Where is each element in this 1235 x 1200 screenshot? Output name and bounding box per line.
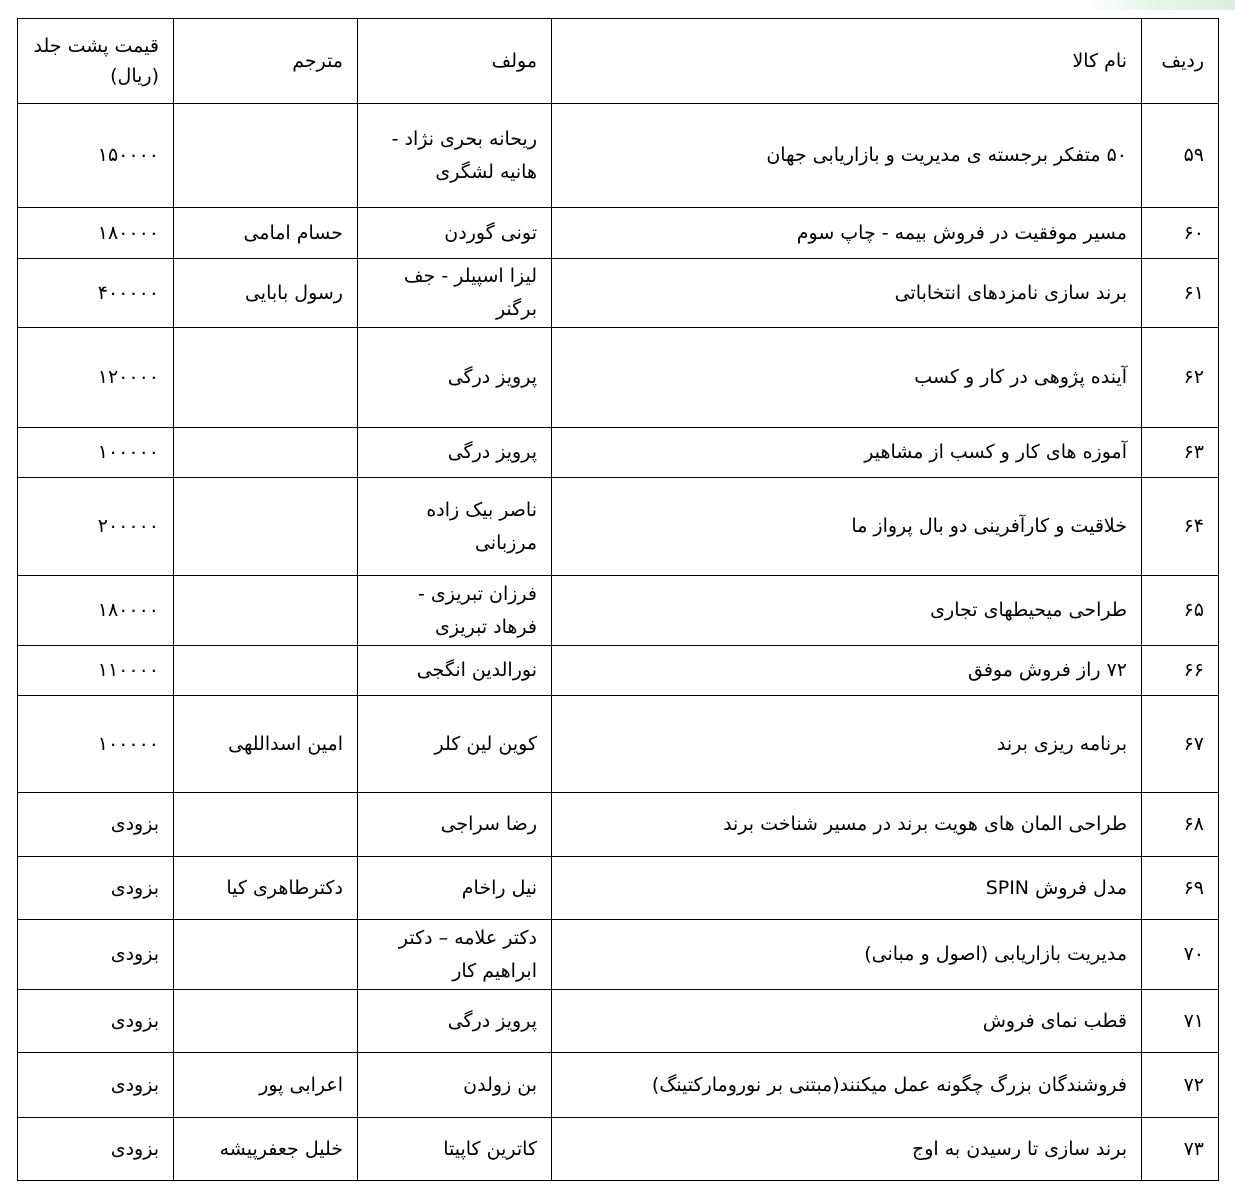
price-cell: بزودی xyxy=(18,1118,174,1181)
table-row xyxy=(18,208,1219,259)
table-row xyxy=(18,576,1219,646)
table-row xyxy=(18,646,1219,696)
author-cell: پرویز درگی xyxy=(358,328,552,428)
author-cell: پرویز درگی xyxy=(358,990,552,1053)
table-row xyxy=(18,478,1219,576)
author-cell: کوین لین کلر xyxy=(358,696,552,793)
author-cell: ریحانه بحری نژاد - هانیه لشگری xyxy=(358,104,552,208)
translator-cell: حسام امامی xyxy=(174,208,358,259)
product-name-cell: مدل فروش SPIN xyxy=(552,857,1142,920)
book-catalog-table xyxy=(17,18,1219,1181)
table-row xyxy=(18,428,1219,478)
author-cell: نورالدین انگجی xyxy=(358,646,552,696)
catalog-body xyxy=(18,104,1219,1181)
table-row xyxy=(18,104,1219,208)
translator-cell: امین اسداللهی xyxy=(174,696,358,793)
row-number-cell: ۷۲ xyxy=(1142,1053,1219,1118)
product-name-cell: ۵۰ متفکر برجسته ی مدیریت و بازاریابی جهان xyxy=(552,104,1142,208)
header-row xyxy=(18,19,1219,104)
row-number-cell: ۶۳ xyxy=(1142,428,1219,478)
author-cell: تونی گوردن xyxy=(358,208,552,259)
translator-cell xyxy=(174,990,358,1053)
row-number-cell: ۶۴ xyxy=(1142,478,1219,576)
price-cell: بزودی xyxy=(18,920,174,990)
price-cell: ۱۲۰۰۰۰ xyxy=(18,328,174,428)
product-name-cell: آموزه های کار و کسب از مشاهیر xyxy=(552,428,1142,478)
table-row xyxy=(18,1053,1219,1118)
product-name-cell: قطب نمای فروش xyxy=(552,990,1142,1053)
translator-cell xyxy=(174,104,358,208)
price-cell: ۱۰۰۰۰۰ xyxy=(18,428,174,478)
row-number-cell: ۶۶ xyxy=(1142,646,1219,696)
translator-cell: دکترطاهری کیا xyxy=(174,857,358,920)
header-row-number: ردیف xyxy=(1142,19,1219,104)
row-number-cell: ۷۱ xyxy=(1142,990,1219,1053)
product-name-cell: مدیریت بازاریابی (اصول و مبانی) xyxy=(552,920,1142,990)
price-cell: ۱۵۰۰۰۰ xyxy=(18,104,174,208)
price-cell: بزودی xyxy=(18,857,174,920)
price-cell: بزودی xyxy=(18,1053,174,1118)
translator-cell: رسول بابایی xyxy=(174,259,358,328)
product-name-cell: مسیر موفقیت در فروش بیمه - چاپ سوم xyxy=(552,208,1142,259)
row-number-cell: ۶۷ xyxy=(1142,696,1219,793)
translator-cell xyxy=(174,646,358,696)
price-cell: ۴۰۰۰۰۰ xyxy=(18,259,174,328)
row-number-cell: ۶۰ xyxy=(1142,208,1219,259)
translator-cell xyxy=(174,478,358,576)
table-row xyxy=(18,920,1219,990)
header-translator: مترجم xyxy=(174,19,358,104)
translator-cell xyxy=(174,793,358,857)
author-cell: دکتر علامه – دکتر ابراهیم کار xyxy=(358,920,552,990)
author-cell: پرویز درگی xyxy=(358,428,552,478)
row-number-cell: ۵۹ xyxy=(1142,104,1219,208)
row-number-cell: ۷۳ xyxy=(1142,1118,1219,1181)
translator-cell xyxy=(174,920,358,990)
table-row xyxy=(18,990,1219,1053)
row-number-cell: ۶۵ xyxy=(1142,576,1219,646)
corner-watermark xyxy=(1085,0,1235,10)
row-number-cell: ۶۹ xyxy=(1142,857,1219,920)
product-name-cell: خلاقیت و کارآفرینی دو بال پرواز ما xyxy=(552,478,1142,576)
price-cell: ۱۸۰۰۰۰ xyxy=(18,208,174,259)
table-row xyxy=(18,696,1219,793)
translator-cell: خلیل جعفرپیشه xyxy=(174,1118,358,1181)
translator-cell xyxy=(174,328,358,428)
table-row xyxy=(18,328,1219,428)
table-row xyxy=(18,857,1219,920)
author-cell: بن زولدن xyxy=(358,1053,552,1118)
author-cell: لیزا اسپیلر - جف برگنر xyxy=(358,259,552,328)
price-cell: ۱۰۰۰۰۰ xyxy=(18,696,174,793)
header-product-name: نام کالا xyxy=(552,19,1142,104)
price-cell: بزودی xyxy=(18,990,174,1053)
product-name-cell: فروشندگان بزرگ چگونه عمل میکنند(مبتنی بر نورومارکتینگ) xyxy=(552,1053,1142,1118)
header-price: قیمت پشت جلد (ریال) xyxy=(18,19,174,104)
author-cell: فرزان تبریزی - فرهاد تبریزی xyxy=(358,576,552,646)
table-row xyxy=(18,793,1219,857)
header-author: مولف xyxy=(358,19,552,104)
author-cell: ناصر بیک زاده مرزبانی xyxy=(358,478,552,576)
translator-cell xyxy=(174,428,358,478)
row-number-cell: ۷۰ xyxy=(1142,920,1219,990)
price-cell: ۱۱۰۰۰۰ xyxy=(18,646,174,696)
table-row xyxy=(18,1118,1219,1181)
author-cell: رضا سراجی xyxy=(358,793,552,857)
author-cell: کاترین کاپیتا xyxy=(358,1118,552,1181)
product-name-cell: برند سازی نامزدهای انتخاباتی xyxy=(552,259,1142,328)
row-number-cell: ۶۲ xyxy=(1142,328,1219,428)
product-name-cell: طراحی میحیطهای تجاری xyxy=(552,576,1142,646)
product-name-cell: آینده پژوهی در کار و کسب xyxy=(552,328,1142,428)
translator-cell xyxy=(174,576,358,646)
row-number-cell: ۶۸ xyxy=(1142,793,1219,857)
row-number-cell: ۶۱ xyxy=(1142,259,1219,328)
price-cell: ۱۸۰۰۰۰ xyxy=(18,576,174,646)
author-cell: نیل راخام xyxy=(358,857,552,920)
product-name-cell: برنامه ریزی برند xyxy=(552,696,1142,793)
price-cell: بزودی xyxy=(18,793,174,857)
table-row xyxy=(18,259,1219,328)
product-name-cell: برند سازی تا رسیدن به اوج xyxy=(552,1118,1142,1181)
product-name-cell: ۷۲ راز فروش موفق xyxy=(552,646,1142,696)
price-cell: ۲۰۰۰۰۰ xyxy=(18,478,174,576)
product-name-cell: طراحی المان های هویت برند در مسیر شناخت برند xyxy=(552,793,1142,857)
translator-cell: اعرابی پور xyxy=(174,1053,358,1118)
